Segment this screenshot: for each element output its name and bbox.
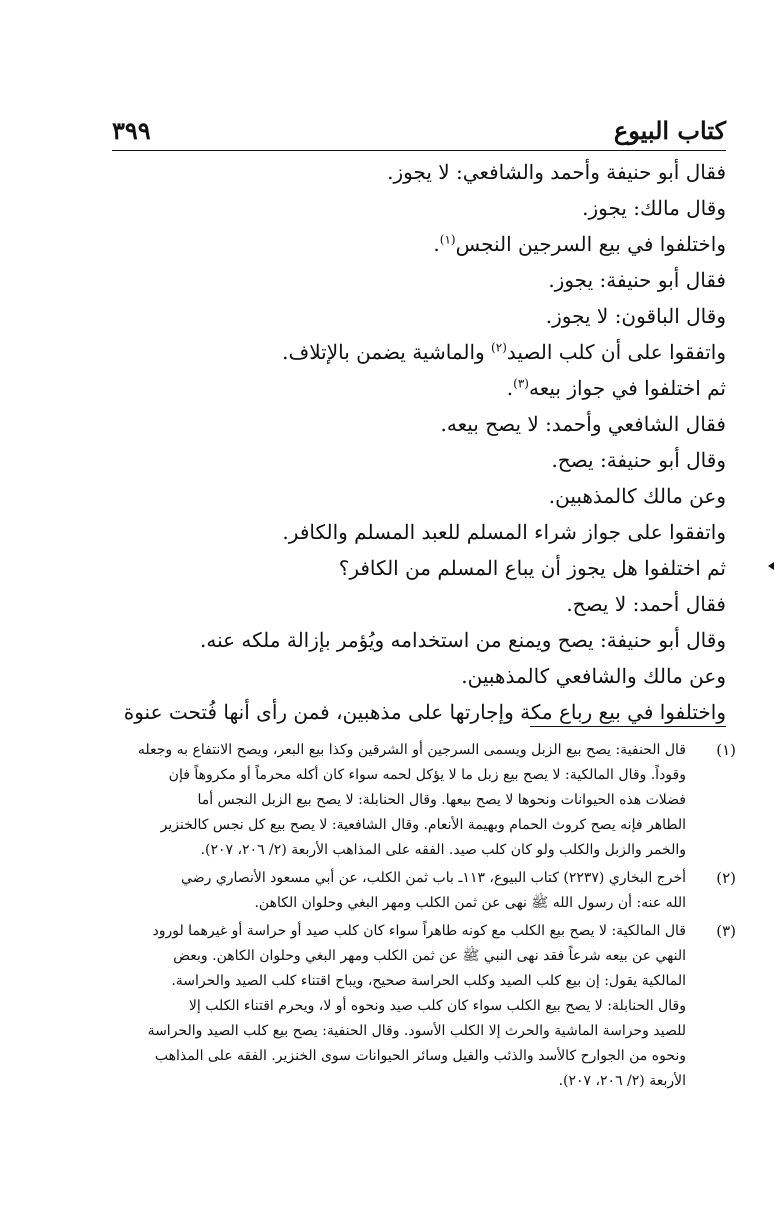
footnote-line: النهي عن بيعه شرعاً فقد نهى النبي ﷺ عن ثمن الكلب ومهر البغي وحلوان الكاهن. وبعض [173, 948, 686, 964]
footnote-line: وقوداً. وقال المالكية: لا يصح بيع زبل ما لا يؤكل لحمه سواء كان أكله محرماً أو مكروهاً فإن [168, 767, 686, 783]
line-text: فقال أبو حنيفة وأحمد والشافعي: لا يجوز. [387, 160, 726, 184]
text-line [112, 550, 726, 586]
text-line [112, 226, 726, 262]
footnote [96, 738, 736, 863]
line-text: ثم اختلفوا في جواز بيعه [528, 376, 726, 400]
footnotes [96, 738, 736, 1097]
line-text: ثم اختلفوا هل يجوز أن يباع المسلم من الكافر؟ [338, 556, 726, 580]
text-line [112, 478, 726, 514]
footnote-line: المالكية يقول: إن بيع كلب الصيد وكلب الحراسة صحيح، ويباح اقتناء كلب الصيد والحراسة. [171, 973, 686, 989]
line-text: فقال الشافعي وأحمد: لا يصح بيعه. [440, 412, 726, 436]
footnote-divider [530, 726, 726, 727]
line-text: فقال أحمد: لا يصح. [566, 592, 726, 616]
line-text: وقال أبو حنيفة: يصح ويمنع من استخدامه ويُؤمر بإزالة ملكه عنه. [199, 628, 726, 652]
text-line [112, 442, 726, 478]
footnote-body [96, 866, 686, 916]
footnote-body [96, 919, 686, 1094]
line-text: واتفقوا على جواز شراء المسلم للعبد المسلم والكافر. [282, 520, 726, 544]
line-text: وقال أبو حنيفة: يصح. [551, 448, 726, 472]
line-text: وقال الباقون: لا يجوز. [545, 304, 726, 328]
line-text-continued: . [433, 232, 440, 256]
text-line [112, 586, 726, 622]
line-text: فقال أبو حنيفة: يجوز. [548, 268, 726, 292]
line-text: وعن مالك كالمذهبين. [548, 484, 726, 508]
line-text-continued: . [506, 376, 514, 400]
footnote-number: (٢) [716, 869, 736, 887]
line-text-continued: والماشية يضمن بالإتلاف. [282, 340, 492, 364]
footnote [96, 866, 736, 916]
text-line [112, 694, 726, 730]
line-text: واختلفوا في بيع رباع مكة وإجارتها على مذهبين، فمن رأى أنها فُتحت عنوة [123, 700, 726, 724]
footnote-number: (٣) [716, 922, 736, 940]
main-text [112, 154, 726, 730]
footnote [96, 919, 736, 1094]
text-line [112, 622, 726, 658]
text-line [112, 154, 726, 190]
footnote-line: الأربعة (٢/ ٢٠٦، ٢٠٧). [558, 1073, 686, 1089]
footnote-line: قال المالكية: لا يصح بيع الكلب مع كونه طاهراً سواء كان كلب صيد أو حراسة أو غيرهما لورود [152, 923, 686, 939]
text-line [112, 658, 726, 694]
chapter-title: كتاب البيوع [613, 116, 726, 145]
footnote-reference: (١) [439, 232, 456, 247]
footnote-line: ونحوه من الجوارح كالأسد والذئب والفيل وسائر الحيوانات سوى الخنزير. الفقه على المذاهب [154, 1048, 686, 1064]
text-line [112, 190, 726, 226]
text-line [112, 514, 726, 550]
page-number: ٣٩٩ [112, 116, 151, 145]
footnote-line: الطاهر فإنه يصح كروث الحمام وبهيمة الأنعام. وقال الشافعية: لا يصح بيع كل نجس كالخنزير [160, 817, 686, 833]
footnote-reference: (٣) [513, 376, 529, 391]
footnote-number: (١) [716, 741, 736, 759]
line-text: واختلفوا في بيع السرجين النجس [455, 232, 726, 256]
text-line [112, 334, 726, 370]
text-line [112, 262, 726, 298]
footnote-line: والخمر والزبل والكلب ولو كان كلب صيد. الفقه على المذاهب الأربعة (٢/ ٢٠٦، ٢٠٧). [200, 842, 686, 858]
footnote-body [96, 738, 686, 863]
text-line [112, 370, 726, 406]
footnote-line: للصيد وحراسة الماشية والحرث إلا الكلب الأسود. وقال الحنفية: يصح بيع كلب الصيد والحراسة [147, 1023, 686, 1039]
margin-arrow-icon [768, 562, 774, 570]
footnote-line: أخرج البخاري (٢٢٣٧) كتاب البيوع، ١١٣ـ باب ثمن الكلب، عن أبي مسعود الأنصاري رضي [181, 870, 686, 886]
footnote-line: وقال الحنابلة: لا يصح بيع الكلب سواء كان كلب صيد ونحوه أو لا، ويحرم اقتناء الكلب إلا [188, 998, 686, 1014]
text-line [112, 298, 726, 334]
footnote-line: قال الحنفية: يصح بيع الزبل ويسمى السرجين أو الشرقين وكذا بيع البعر، ويصح الانتفاع به وجعله [137, 742, 686, 758]
line-text: وقال مالك: يجوز. [582, 196, 726, 220]
line-text: وعن مالك والشافعي كالمذهبين. [461, 664, 726, 688]
footnote-line: فضلات هذه الحيوانات ونحوها لا يصح بيعها. وقال الحنابلة: لا يصح بيع الزبل النجس أما [197, 792, 686, 808]
running-header [112, 116, 726, 151]
text-line [112, 406, 726, 442]
line-text: واتفقوا على أن كلب الصيد [506, 340, 726, 364]
footnote-line: الله عنه: أن رسول الله ﷺ نهى عن ثمن الكلب ومهر البغي وحلوان الكاهن. [254, 895, 686, 911]
footnote-reference: (٢) [491, 340, 507, 355]
